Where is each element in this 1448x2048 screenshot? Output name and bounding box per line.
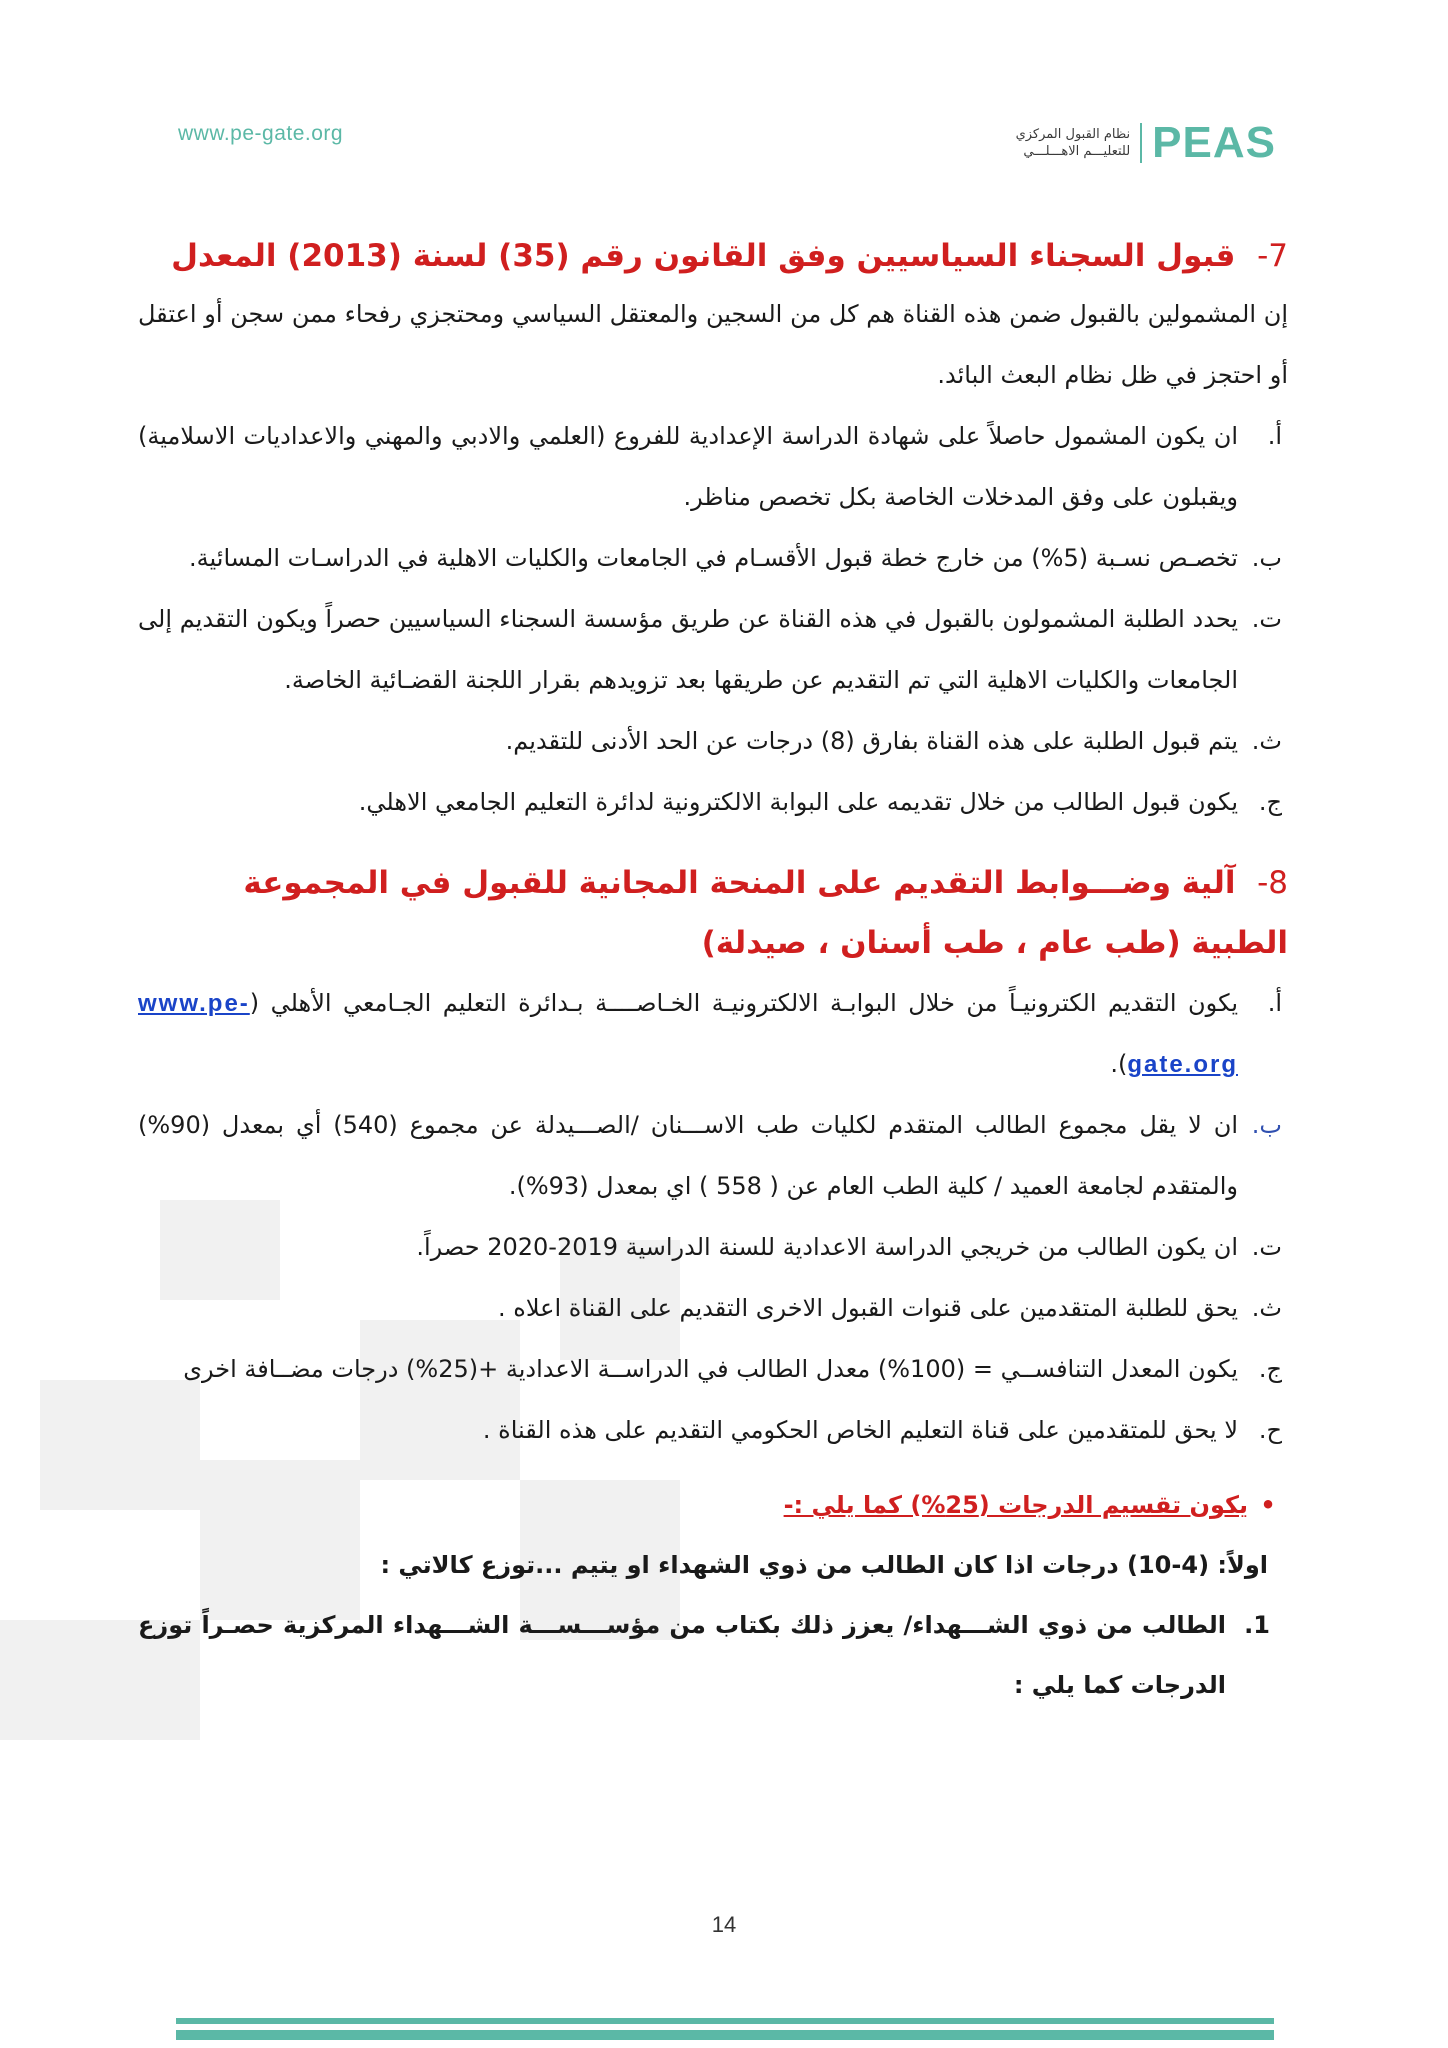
document-body: [138, 222, 1288, 1715]
footer-rule: [176, 2030, 1274, 2040]
logo-divider: [1140, 123, 1142, 163]
site-url[interactable]: www.pe-gate.org: [178, 122, 344, 145]
page-header: [0, 0, 1448, 200]
first-grade-rule: اولاً: (4-10) درجات اذا كان الطالب من ذوي الشهداء او يتيم ...توزع كالاتي :: [380, 1551, 1268, 1579]
section-8-item: أ. يكون التقديم الكترونيـاً من خلال البوابـة الالكترونيـة الخـاصــــة بـدائرة التعليم الجـامعي الأهلي (www.pe-gate.org).: [138, 989, 1282, 1078]
peas-logo: [1016, 118, 1276, 168]
numbered-item: 1. الطالب من ذوي الشـــهداء/ يعزز ذلك بكتاب من مؤســـســـة الشـــهداء المركزية حصـراً توزع الدرجات كما يلي :: [138, 1611, 1270, 1699]
section-8-item: ح. لا يحق للمتقدمين على قناة التعليم الخاص الحكومي التقديم على هذه القناة .: [482, 1416, 1282, 1444]
logo-wordmark: PEAS: [1152, 118, 1276, 167]
section-7-item: ب. تخصـص نسـبة (5%) من خارج خطة قبول الأقسـام في الجامعات والكليات الاهلية في الدراسـات المسائية.: [189, 544, 1282, 572]
section-7-intro: إن المشمولين بالقبول ضمن هذه القناة هم كل من السجين والمعتقل السياسي ومحتجزي رفحاء ممن سجن أو اعتقل أو احتجز في ظل نظام البعث البائد.: [138, 300, 1288, 389]
section-7-item: ت. يحدد الطلبة المشمولون بالقبول في هذه القناة عن طريق مؤسسة السجناء السياسيين حصراً ويكون التقديم إلى الجامعات والكليات الاهلية التي تم التقديم عن طريقها بعد تزويدهم بقرار اللجنة القضـائية الخاصة.: [138, 605, 1282, 694]
section-8-item: ج. يكون المعدل التنافســي = (100%) معدل الطالب في الدراســة الاعدادية +(25%) درجات مضــافة اخرى: [183, 1355, 1282, 1383]
logo-arabic-text: نظام القبول المركزي للتعليـــم الاهـــلـــي: [1015, 127, 1131, 159]
section-8-item: ب. ان لا يقل مجموع الطالب المتقدم لكليات طب الاســـنان /الصـــيدلة عن مجموع (540) أي بمعدل (90%) والمتقدم لجامعة العميد / كلية الطب العام عن ( 558 ) اي بمعدل (93%).: [138, 1111, 1282, 1200]
pe-gate-link[interactable]: www.pe-gate.org: [138, 990, 1238, 1078]
section-7-heading: 7- قبول السجناء السياسيين وفق القانون رقم (35) لسنة (2013) المعدل: [171, 238, 1288, 274]
grade-distribution-bullet: • يكون تقسيم الدرجات (25%) كما يلي :-: [138, 1475, 1288, 1535]
bullet-icon: •: [1260, 1491, 1276, 1519]
section-7-item: أ. ان يكون المشمول حاصلاً على شهادة الدراسة الإعدادية للفروع (العلمي والادبي والمهني والاعداديات الاسلامية) ويقبلون على وفق المدخلات الخاصة بكل تخصص مناظر.: [138, 422, 1282, 511]
section-8-item: ث. يحق للطلبة المتقدمين على قنوات القبول الاخرى التقديم على القناة اعلاه .: [497, 1294, 1282, 1322]
footer-rule: [176, 2018, 1274, 2024]
section-8-item: ت. ان يكون الطالب من خريجي الدراسة الاعدادية للسنة الدراسية 2019-2020 حصراً.: [416, 1233, 1282, 1261]
section-7-item: ث. يتم قبول الطلبة على هذه القناة بفارق (8) درجات عن الحد الأدنى للتقديم.: [505, 727, 1282, 755]
section-8-heading: 8- آلية وضـــوابط التقديم على المنحة المجانية للقبول في المجموعة الطبية (طب عام ، طب أسنان ، صيدلة): [243, 865, 1288, 961]
section-7-item: ج. يكون قبول الطالب من خلال تقديمه على البوابة الالكترونية لدائرة التعليم الجامعي الاهلي.: [358, 788, 1282, 816]
page-number: 14: [711, 1912, 737, 1937]
